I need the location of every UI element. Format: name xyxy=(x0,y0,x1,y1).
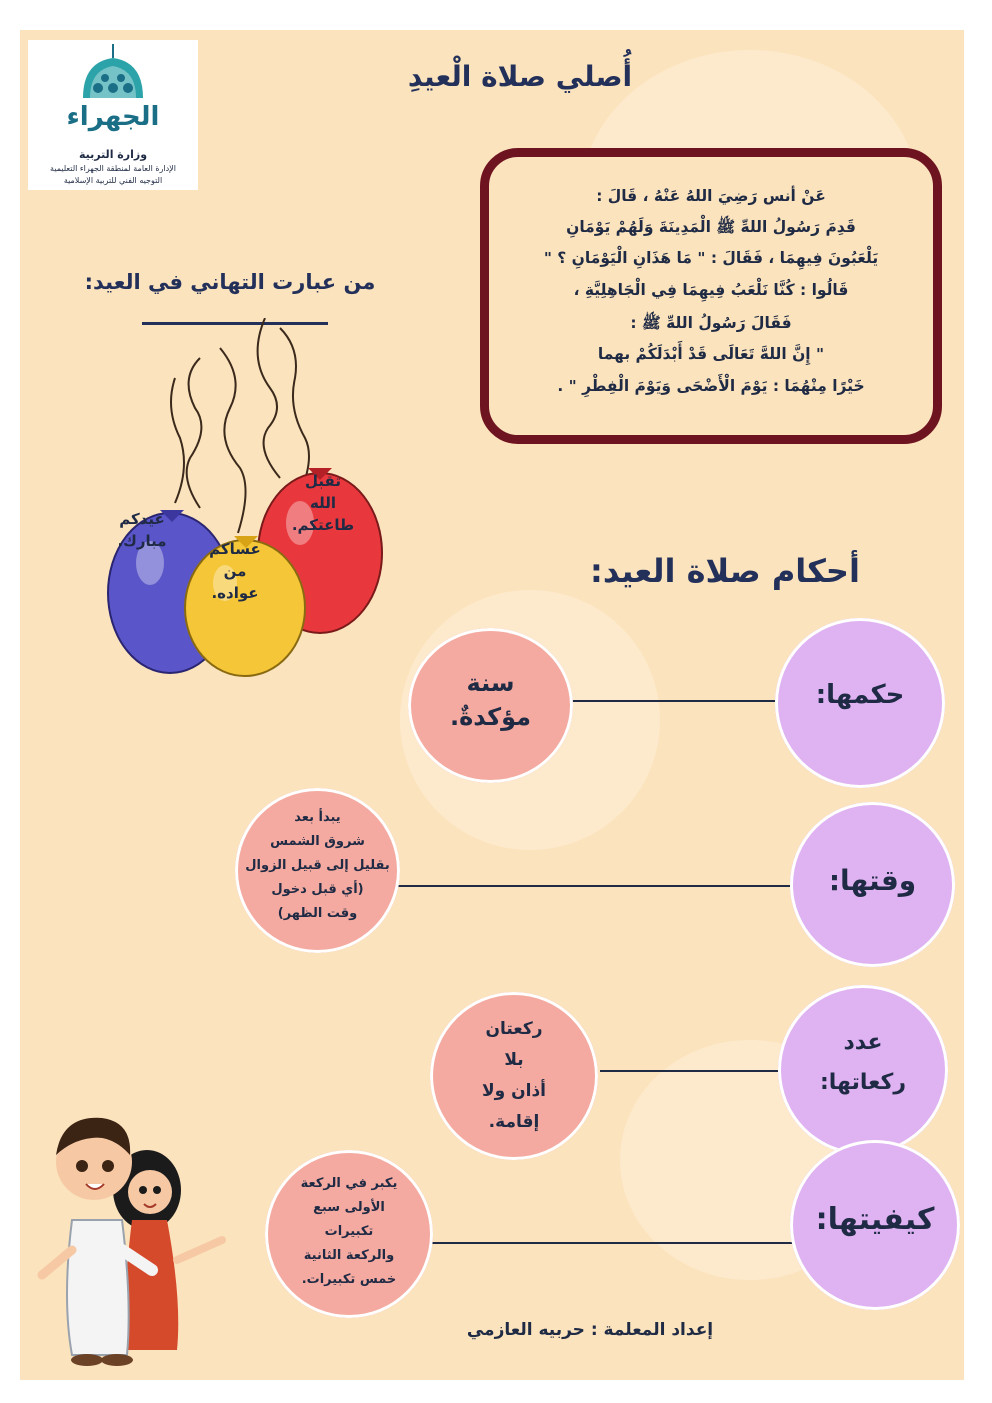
connector-line xyxy=(565,700,780,702)
department-name: التوجيه الفني للتربية الإسلامية xyxy=(63,176,163,185)
balloon-yellow-text xyxy=(195,538,275,604)
ruling-value-line: وقت الظهر) xyxy=(277,906,358,921)
ruling-label-circle xyxy=(790,1140,960,1310)
ruling-value-line: يكبر في الركعة xyxy=(300,1176,398,1191)
balloon-text-line: عواده. xyxy=(211,584,259,602)
worksheet-page xyxy=(20,30,964,1380)
balloon-blue-text xyxy=(102,508,182,552)
ruling-value-circle xyxy=(430,992,598,1160)
ruling-label-line: عدد xyxy=(843,1030,883,1055)
hadith-box xyxy=(480,148,942,444)
ruling-value-line: بقليل إلى قبيل الزوال xyxy=(245,858,390,873)
ruling-value-line: (أي قبل دخول xyxy=(271,882,364,897)
ruling-value-circle xyxy=(265,1150,433,1318)
ruling-value-line: الأولى سبع xyxy=(313,1200,385,1215)
ruling-value-line: بلا xyxy=(504,1050,524,1070)
ruling-value-line: أذان ولا xyxy=(481,1081,547,1101)
ruling-value xyxy=(265,1172,433,1292)
connector-line xyxy=(415,1242,800,1244)
ruling-label-circle xyxy=(778,985,948,1155)
ruling-value-line: إقامة. xyxy=(488,1112,540,1132)
ministry-name: وزارة التربية xyxy=(78,148,148,161)
footer-credit: إعداد المعلمة : حربيه العازمي xyxy=(466,1320,714,1340)
mosque-dome-icon xyxy=(28,40,198,110)
balloon-red-text xyxy=(288,470,358,536)
ruling-value-line: خمس تكبيرات. xyxy=(301,1272,397,1287)
hadith-line: قَدِمَ رَسُولُ اللهِّ ﷺ الْمَدِينَةَ وَلَهُمْ يَوْمَانِ xyxy=(566,218,856,236)
balloon-text-line: مبارك. xyxy=(117,532,167,550)
children-illustration xyxy=(32,1100,242,1370)
balloon-text-line: الله xyxy=(310,494,336,512)
ruling-label: كيفيتها: xyxy=(815,1202,935,1237)
connector-line xyxy=(600,1070,785,1072)
directorate-name: الإدارة العامة لمنطقة الجهراء التعليمية xyxy=(50,164,176,173)
balloon-text-line: طاعتكم. xyxy=(291,516,355,534)
hadith-line: خَيْرًا مِنْهُمَا : يَوْمَ الْأَضْحَى وَيَوْمَ الْفِطْرِ " . xyxy=(557,377,865,395)
ruling-value-line: ركعتان xyxy=(485,1019,543,1039)
balloon-text-line: تقبل xyxy=(305,472,341,490)
ruling-value xyxy=(430,1014,598,1138)
hadith-line: يَلْعَبُونَ فِيهِمَا ، فَقَالَ : " مَا هَذَانِ الْيَوْمَانِ ؟ " xyxy=(543,249,879,267)
hadith-line: " إِنَّ اللهَّ تَعَالَى قَدْ أَبْدَلَكُمْ بهما xyxy=(597,345,825,363)
greetings-heading: من عبارت التهاني في العيد: xyxy=(84,270,376,294)
ruling-value xyxy=(235,806,400,926)
ruling-value-line: تكبيرات xyxy=(324,1224,374,1239)
ruling-value-line: مؤكدةٌ. xyxy=(449,703,531,731)
ruling-label: وقتها: xyxy=(828,864,917,897)
rulings-heading: أحكام صلاة العيد: xyxy=(590,552,860,590)
ministry-logo xyxy=(28,40,198,190)
hadith-line: عَنْ أنس رَضِيَ اللهُ عَنْهُ ، قَالَ : xyxy=(596,187,826,205)
connector-line xyxy=(390,885,800,887)
hadith-line: قَالُوا : كُنَّا نَلْعَبُ فِيهِمَا فِي الْجَاهِلِيَّةِ ، xyxy=(573,281,849,299)
balloon-text-line: من xyxy=(223,562,247,580)
ruling-value-line: يبدأ بعد xyxy=(294,810,341,825)
ruling-label: حكمها: xyxy=(815,680,905,710)
balloons-illustration xyxy=(80,318,420,678)
ruling-value-line: سنة xyxy=(466,669,515,697)
ruling-label xyxy=(778,1023,948,1103)
balloon-text-line: عيدكم xyxy=(119,510,165,528)
ruling-label-circle xyxy=(790,802,955,967)
ruling-value-line: والركعة الثانية xyxy=(303,1248,395,1263)
ruling-value xyxy=(408,666,573,734)
balloon-text-line: عساكم xyxy=(209,540,261,558)
logo-wordmark: الجهراء xyxy=(66,102,160,132)
hadith-line: فَقَالَ رَسُولُ اللهِّ ﷺ : xyxy=(630,314,792,332)
page-title: أُصلي صلاة الْعيدِ xyxy=(407,60,633,93)
ruling-value-circle xyxy=(408,628,573,783)
ruling-label-line: ركعاتها: xyxy=(820,1070,906,1095)
ruling-value-circle xyxy=(235,788,400,953)
ruling-label-circle xyxy=(775,618,945,788)
ruling-value-line: شروق الشمس xyxy=(270,834,365,849)
